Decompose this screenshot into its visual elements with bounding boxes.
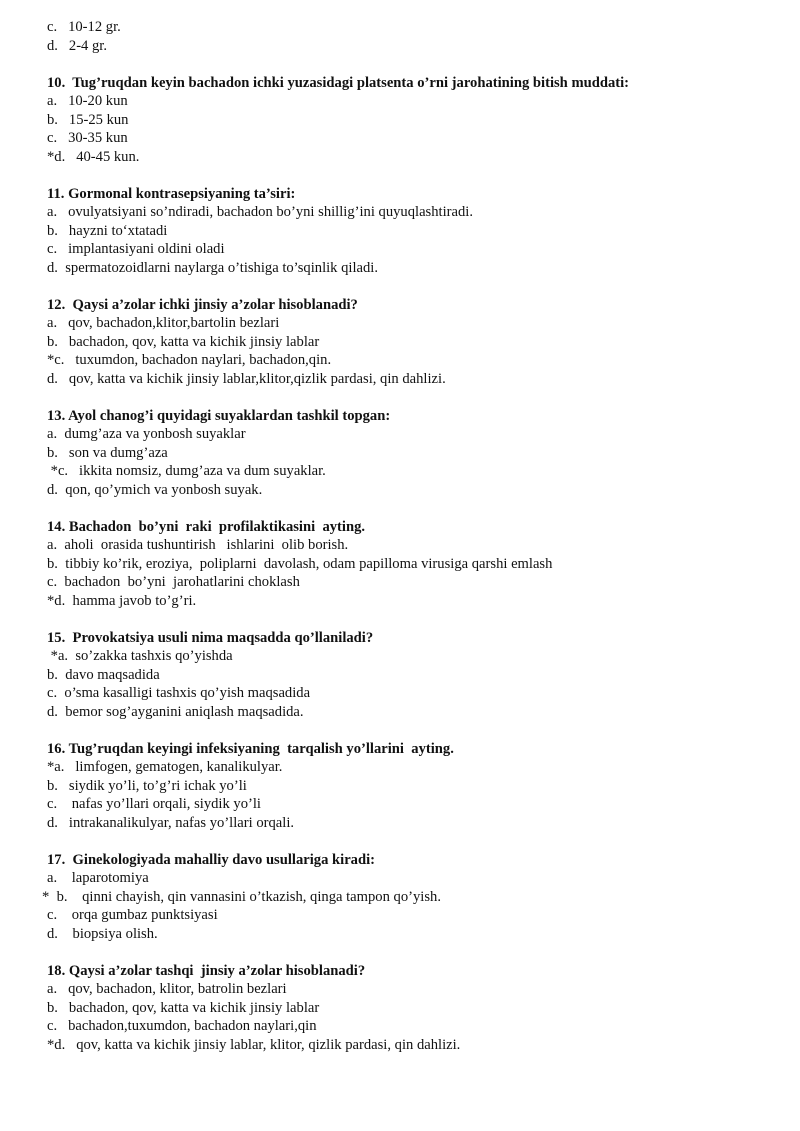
option-line: a. aholi orasida tushuntirish ishlarini olib borish. [47, 537, 349, 553]
option-line: d. bemor sog’ayganini aniqlash maqsadida. [47, 703, 304, 720]
question-title: 10. Tug’ruqdan keyin bachadon ichki yuzasidagi platsenta o’rni jarohatining bitish muddati: [47, 74, 630, 91]
question-title: 17. Ginekologiyada mahalliy davo usullariga kiradi: [47, 851, 376, 868]
option-line: *c. ikkita nomsiz, dumg’aza va dum suyaklar. [47, 463, 326, 479]
option-line: d. spermatozoidlarni naylarga o’tishiga to’sqinlik qiladi. [47, 259, 379, 276]
option-line: c. orqa gumbaz punktsiyasi [47, 907, 218, 923]
option-line: *c. tuxumdon, bachadon naylari, bachadon,qin. [47, 352, 332, 368]
question-18 [47, 962, 800, 1055]
option-line: c. implantasiyani oldini oladi [47, 241, 225, 257]
option-line: * b. qinni chayish, qin vannasini o’tkazish, qinga tampon qo’yish. [42, 888, 441, 905]
option-line: b. davo maqsadida [47, 666, 160, 683]
option-line: c. bachadon,tuxumdon, bachadon naylari,qin [47, 1018, 317, 1034]
option-line: a. dumg’aza va yonbosh suyaklar [47, 426, 246, 442]
question-15 [47, 629, 800, 722]
option-line: d. intrakanalikulyar, nafas yo’llari orqali. [47, 814, 295, 831]
option-line: *d. hamma javob to’g’ri. [47, 592, 197, 609]
preceding-options [47, 18, 800, 55]
option-line: c. nafas yo’llari orqali, siydik yo’li [47, 796, 261, 812]
option-line: *a. so’zakka tashxis qo’yishda [47, 648, 233, 664]
option-line: d. biopsiya olish. [47, 925, 158, 942]
option-line: b. hayzni to‘xtatadi [47, 222, 168, 239]
question-title: 12. Qaysi a’zolar ichki jinsiy a’zolar hisoblanadi? [47, 296, 358, 313]
option-line: c. 10-12 gr. [47, 19, 121, 35]
question-title: 15. Provokatsiya usuli nima maqsadda qo’llaniladi? [47, 629, 374, 646]
option-line: d. qov, katta va kichik jinsiy lablar,klitor,qizlik pardasi, qin dahlizi. [47, 370, 446, 387]
question-10 [47, 74, 800, 167]
question-14 [47, 518, 800, 611]
option-line: c. 30-35 kun [47, 130, 128, 146]
option-line: d. qon, qo’ymich va yonbosh suyak. [47, 481, 263, 498]
option-line: a. ovulyatsiyani so’ndiradi, bachadon bo’yni shillig’ini quyuqlashtiradi. [47, 204, 473, 220]
question-title: 13. Ayol chanog’i quyidagi suyaklardan tashkil topgan: [47, 407, 391, 424]
question-title: 11. Gormonal kontrasepsiyaning ta’siri: [47, 185, 296, 202]
question-13 [47, 407, 800, 500]
option-line: *d. 40-45 kun. [47, 148, 140, 165]
option-line: b. tibbiy ko’rik, eroziya, poliplarni davolash, odam papilloma virusiga qarshi emlash [47, 555, 553, 572]
option-line: b. bachadon, qov, katta va kichik jinsiy lablar [47, 333, 320, 350]
option-line: a. laparotomiya [47, 870, 149, 886]
option-line: b. son va dumg’aza [47, 444, 168, 461]
option-line: *d. qov, katta va kichik jinsiy lablar, klitor, qizlik pardasi, qin dahlizi. [47, 1036, 461, 1053]
option-line: c. bachadon bo’yni jarohatlarini choklash [47, 574, 300, 590]
option-line: a. 10-20 kun [47, 93, 128, 109]
option-line: b. 15-25 kun [47, 111, 129, 128]
question-11 [47, 185, 800, 278]
option-line: a. qov, bachadon,klitor,bartolin bezlari [47, 315, 280, 331]
option-line: b. bachadon, qov, katta va kichik jinsiy lablar [47, 999, 320, 1016]
question-title: 14. Bachadon bo’yni raki profilaktikasini ayting. [47, 518, 366, 535]
question-12 [47, 296, 800, 389]
option-line: a. qov, bachadon, klitor, batrolin bezlari [47, 981, 287, 997]
option-line: c. o’sma kasalligi tashxis qo’yish maqsadida [47, 685, 311, 701]
option-line: d. 2-4 gr. [47, 37, 107, 54]
question-16 [47, 740, 800, 833]
question-title: 18. Qaysi a’zolar tashqi jinsiy a’zolar hisoblanadi? [47, 962, 366, 979]
option-line: *a. limfogen, gematogen, kanalikulyar. [47, 759, 283, 775]
question-17 [42, 851, 800, 944]
question-title: 16. Tug’ruqdan keyingi infeksiyaning tarqalish yo’llarini ayting. [47, 740, 454, 757]
option-line: b. siydik yo’li, to’g’ri ichak yo’li [47, 777, 247, 794]
